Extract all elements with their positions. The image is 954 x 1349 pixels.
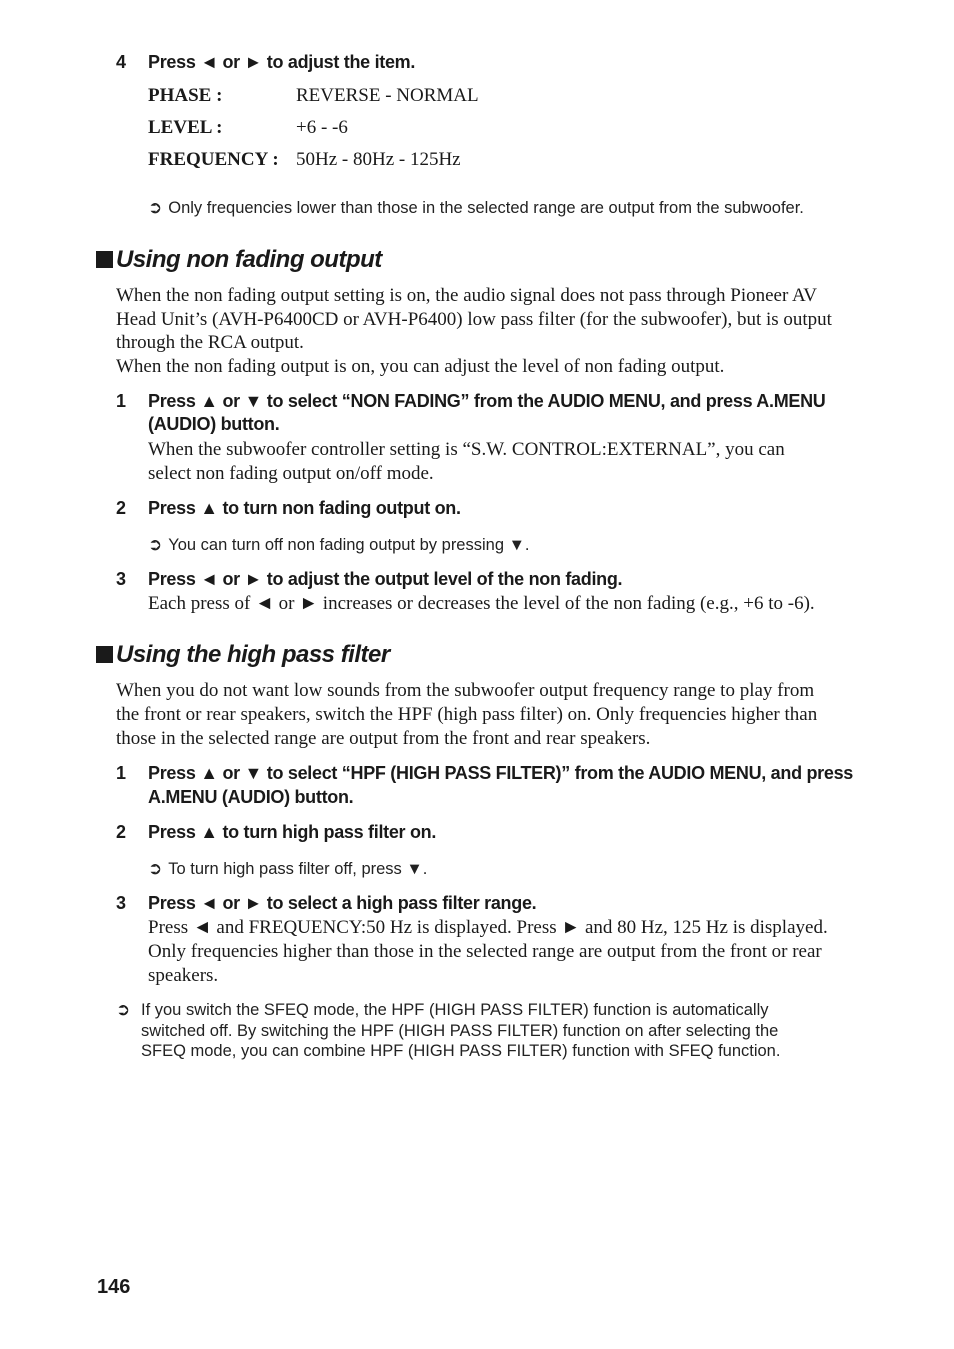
step-body-line: speakers. [148,965,219,986]
step-body-line: Press ◄ and FREQUENCY:50 Hz is displayed. Press ► and 80 Hz, 125 Hz is displayed. [148,917,828,938]
paragraph-line: When you do not want low sounds from the subwoofer output frequency range to play from [116,680,815,701]
step-number: 1 [116,763,127,783]
setting-value-frequency: 50Hz - 80Hz - 125Hz [296,149,461,170]
note-arrow-icon: ➲ [148,535,163,554]
step-title: Press ◄ or ► to adjust the item. [148,52,416,72]
step-body-line: Only frequencies higher than those in the selected range are output from the front or rear [148,941,822,962]
paragraph-line: When the non fading output setting is on, the audio signal does not pass through Pioneer AV [116,285,817,306]
step-title: Press ▲ to turn non fading output on. [148,498,461,518]
page-number: 146 [97,1276,131,1298]
note-text: Only frequencies lower than those in the selected range are output from the subwoofer. [168,199,804,217]
paragraph-line: Head Unit’s (AVH-P6400CD or AVH-P6400) low pass filter (for the subwoofer), but is output [116,309,832,330]
note-text-line: switched off. By switching the HPF (HIGH PASS FILTER) function on after selecting the [141,1022,779,1040]
paragraph-line: those in the selected range are output from the front and rear speakers. [116,728,651,749]
step-number: 3 [116,569,127,589]
step-number: 1 [116,391,127,411]
step-title: Press ▲ to turn high pass filter on. [148,822,437,842]
square-bullet-icon [96,251,113,268]
note-arrow-icon: ➲ [116,1000,131,1019]
paragraph-line: When the non fading output is on, you can adjust the level of non fading output. [116,356,725,377]
step-number: 2 [116,822,127,842]
step-title-line: Press ▲ or ▼ to select “HPF (HIGH PASS FILTER)” from the AUDIO MENU, and press [148,763,854,783]
step-title: Press ◄ or ► to adjust the output level of the non fading. [148,569,623,589]
note-text: You can turn off non fading output by pressing ▼. [168,536,530,554]
setting-label-level: LEVEL : [148,117,223,138]
note-text-line: SFEQ mode, you can combine HPF (HIGH PASS FILTER) function with SFEQ function. [141,1042,781,1060]
setting-label-phase: PHASE : [148,85,223,106]
paragraph-line: the front or rear speakers, switch the HPF (high pass filter) on. Only frequencies higher than [116,704,818,725]
step-title-line: A.MENU (AUDIO) button. [148,787,354,807]
setting-value-level: +6 - -6 [296,117,348,138]
square-bullet-icon [96,646,113,663]
section-heading [96,246,382,274]
note-text: To turn high pass filter off, press ▼. [168,860,428,878]
step-title: Press ◄ or ► to select a high pass filter range. [148,893,537,913]
step-number: 4 [116,52,127,72]
step-title-line: Press ▲ or ▼ to select “NON FADING” from the AUDIO MENU, and press A.MENU [148,391,826,411]
setting-value-phase: REVERSE - NORMAL [296,85,479,106]
paragraph-line: through the RCA output. [116,332,304,353]
section-heading-text: Using the high pass filter [116,641,390,668]
setting-label-frequency: FREQUENCY : [148,149,279,170]
note-arrow-icon: ➲ [148,859,163,878]
step-title-line: (AUDIO) button. [148,414,280,434]
step-number: 2 [116,498,127,518]
step-body-line: select non fading output on/off mode. [148,463,434,484]
note-arrow-icon: ➲ [148,198,163,217]
section-heading [96,641,390,669]
step-number: 3 [116,893,127,913]
note-text-line: If you switch the SFEQ mode, the HPF (HIGH PASS FILTER) function is automatically [141,1001,769,1019]
note [148,535,530,555]
note [148,198,804,218]
note [148,859,427,879]
step-body-line: When the subwoofer controller setting is “S.W. CONTROL:EXTERNAL”, you can [148,439,785,460]
step-body-line: Each press of ◄ or ► increases or decreases the level of the non fading (e.g., +6 to -6). [148,593,815,614]
section-heading-text: Using non fading output [116,246,382,273]
